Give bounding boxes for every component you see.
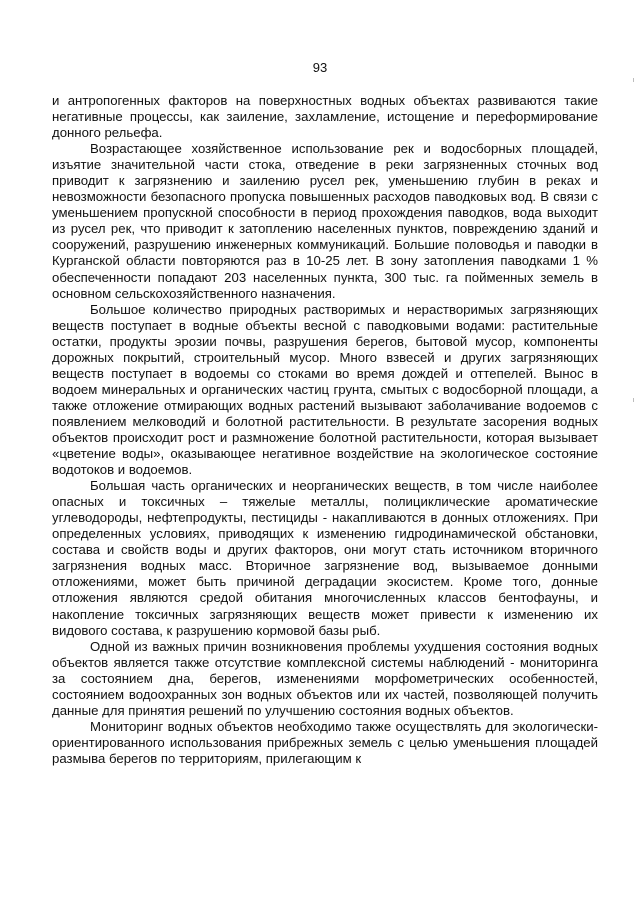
body-text [52,93,598,767]
paragraph-river-usage: Возрастающее хозяйственное использование рек и водосборных площадей, изъятие значительной части стока, отведение в реки загрязненных сточных вод приводит к загрязнению и заилению русел рек, уменьшению глубин в реках и невозможности безопасного пропуска повышенных расходов паводковых вод. В связи с уменьшением пропускной способности в период прохождения паводков, вода выходит из русел рек, что приводит к затоплению населенных пунктов, повреждению зданий и сооружений, разрушению инженерных коммуникаций. Большие половодья и паводки в Курганской области повторяются раз в 10-25 лет. В зону затопления паводками 1 % обеспеченности попадают 203 населенных пункта, 300 тыс. га пойменных земель в основном сельскохозяйственного назначения. [52,141,598,301]
scan-edge-mark [633,398,634,402]
paragraph-monitoring-system: Одной из важных причин возникновения проблемы ухудшения состояния водных объектов является также отсутствие комплексной системы наблюдений - мониторинга за состоянием дна, берегов, изменениями морфометрических особенностей, состоянием водоохранных зон водных объектов или их частей, позволяющей получить данные для принятия решений по улучшению состояния водных объектов. [52,638,598,718]
paragraph-monitoring-purpose: Мониторинг водных объектов необходимо также осуществлять для экологически-ориентированного использования прибрежных земель с целью уменьшения площадей размыва берегов по территориям, прилегающим к [52,718,598,766]
page-number: 93 [312,60,328,75]
scan-edge-mark [633,78,634,82]
paragraph-bottom-sediments: Большая часть органических и неорганических веществ, в том числе наиболее опасных и токсичных – тяжелые металлы, полициклические ароматические углеводороды, нефтепродукты, пестициды - накапливаются в донных отложениях. При определенных условиях, приводящих к изменению гидродинамической обстановки, состава и свойств воды и других факторов, они могут стать источником вторичного загрязнения водных масс. Вторичное загрязнение вод, вызываемое донными отложениями, может быть причиной деградации экосистем. Кроме того, донные отложения являются средой обитания многочисленных классов бентофауны, и накопление токсичных загрязняющих веществ может привести к изменению их видового состава, к разрушению кормовой базы рыб. [52,478,598,638]
paragraph-pollutants: Большое количество природных растворимых и нерастворимых загрязняющих веществ поступает в водные объекты весной с паводковыми водами: растительные остатки, продукты эрозии почвы, разрушения берегов, бытовой мусор, компоненты дорожных покрытий, строительный мусор. Много взвесей и других загрязняющих веществ поступает в водоемы со стоками во время дождей и оттепелей. Вынос в водоем минеральных и органических частиц грунта, смытых с водосборной площади, а также отложение отмирающих водных растений вызывают заболачивание водоемов с появлением мелководий и болотной растительности. В результате засорения водных объектов происходит рост и размножение болотной растительности, которая вызывает «цветение воды», оказывающее негативное воздействие на экологическое состояние водотоков и водоемов. [52,301,598,478]
paragraph-continuation: и антропогенных факторов на поверхностных водных объектах развиваются такие негативные процессы, как заиление, захламление, истощение и переформирование донного рельефа. [52,93,598,141]
